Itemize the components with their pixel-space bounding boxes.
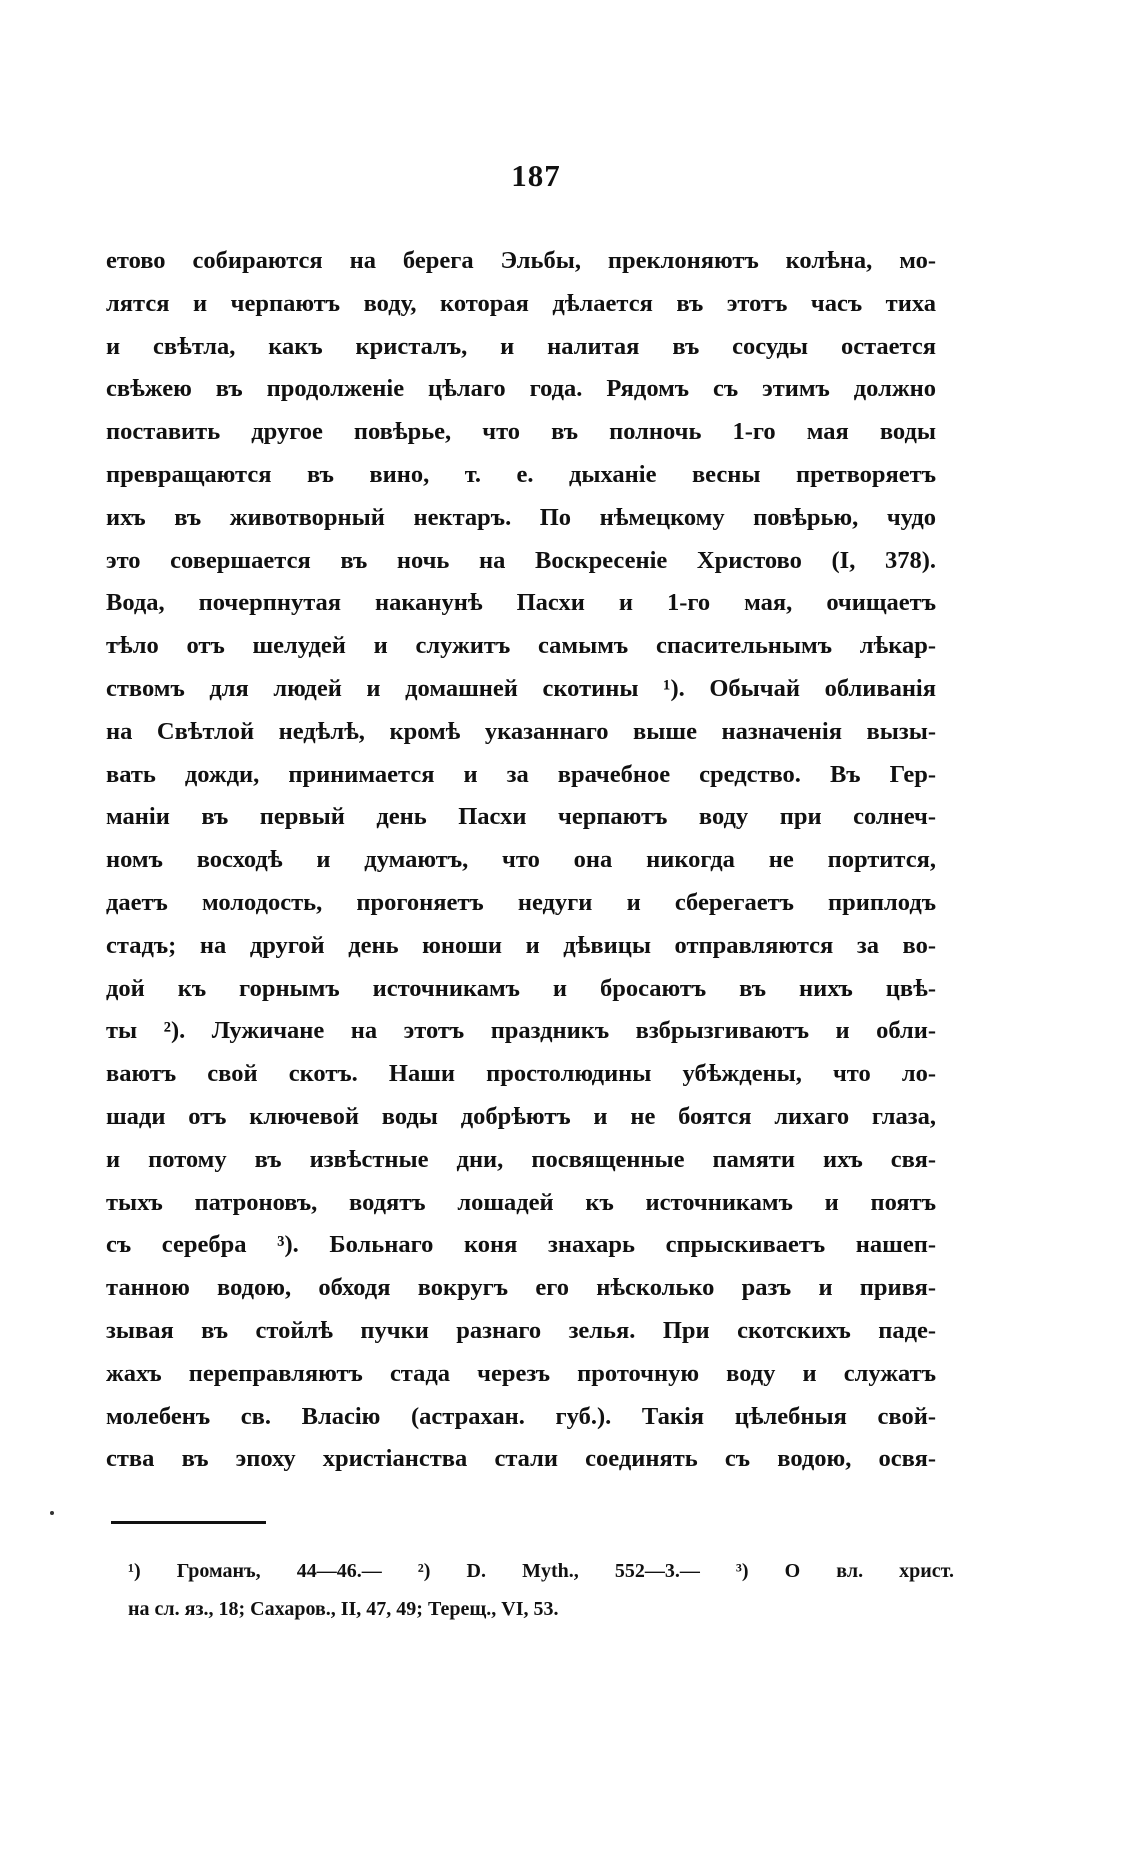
text-line: поставить другое повѣрье, что въ полночь 1-го мая воды [106,418,936,446]
text-line: танною водою, обходя вокругъ его нѣсколько разъ и привя- [106,1274,936,1302]
text-line: это совершается въ ночь на Воскресеніе Христово (I, 378). [106,546,936,574]
footnote-line: ¹) Громанъ, 44—46.— ²) D. Myth., 552—3.— ³) О вл. христ. [128,1560,954,1582]
footnote-line: на сл. яз., 18; Сахаров., II, 47, 49; Терещ., VI, 53. [128,1598,559,1620]
text-line: номъ восходѣ и думаютъ, что она никогда не портится, [106,846,936,874]
text-line: и свѣтла, какъ кристалъ, и налитая въ сосуды остается [106,332,936,360]
text-line: и потому въ извѣстные дни, посвященные памяти ихъ свя- [106,1145,936,1173]
text-line: лятся и черпаютъ воду, которая дѣлается въ этотъ часъ тиха [106,289,936,317]
text-line: жахъ переправляютъ стада черезъ проточную воду и служатъ [106,1359,936,1387]
text-line: превращаются въ вино, т. е. дыханіе весны претворяетъ [106,460,936,488]
print-speck [50,1511,54,1515]
text-line: ты ²). Лужичане на этотъ праздникъ взбрызгиваютъ и обли- [106,1017,936,1045]
text-line: на Свѣтлой недѣлѣ, кромѣ указаннаго выше назначенія вызы- [106,717,936,745]
text-line: дой къ горнымъ источникамъ и бросаютъ въ нихъ цвѣ- [106,974,936,1002]
text-line: даетъ молодость, прогоняетъ недуги и сберегаетъ приплодъ [106,888,936,916]
text-line: ихъ въ животворный нектаръ. По нѣмецкому повѣрью, чудо [106,503,936,531]
text-line: стадъ; на другой день юноши и дѣвицы отправляются за во- [106,931,936,959]
text-line: маніи въ первый день Пасхи черпаютъ воду при солнеч- [106,803,936,831]
body-text [106,240,936,1481]
text-line: зывая въ стойлѣ пучки разнаго зелья. При скотскихъ паде- [106,1316,936,1344]
text-line: тѣло отъ шелудей и служитъ самымъ спасительнымъ лѣкар- [106,632,936,660]
text-line: вать дожди, принимается и за врачебное средство. Въ Гер- [106,760,936,788]
text-line: ства въ эпоху христіанства стали соединять съ водою, освя- [106,1445,936,1473]
text-line: съ серебра ³). Больнаго коня знахарь спрыскиваетъ нашеп- [106,1231,936,1259]
footnotes [128,1552,954,1628]
footnote-rule [111,1521,266,1524]
text-line: ваютъ свой скотъ. Наши простолюдины убѣждены, что ло- [106,1060,936,1088]
text-line: етово собираются на берега Эльбы, преклоняютъ колѣна, мо- [106,247,936,274]
page-number: 187 [511,158,561,193]
text-line: тыхъ патроновъ, водятъ лошадей къ источникамъ и поятъ [106,1188,936,1216]
text-line: шади отъ ключевой воды добрѣютъ и не боятся лихаго глаза, [106,1102,936,1130]
text-line: молебенъ св. Власію (астрахан. губ.). Такія цѣлебныя свой- [106,1402,936,1430]
text-line: Вода, почерпнутая наканунѣ Пасхи и 1-го мая, очищаетъ [106,589,936,617]
text-line: свѣжею въ продолженіе цѣлаго года. Рядомъ съ этимъ должно [106,375,936,403]
text-line: ствомъ для людей и домашней скотины ¹). Обычай обливанія [106,674,936,702]
